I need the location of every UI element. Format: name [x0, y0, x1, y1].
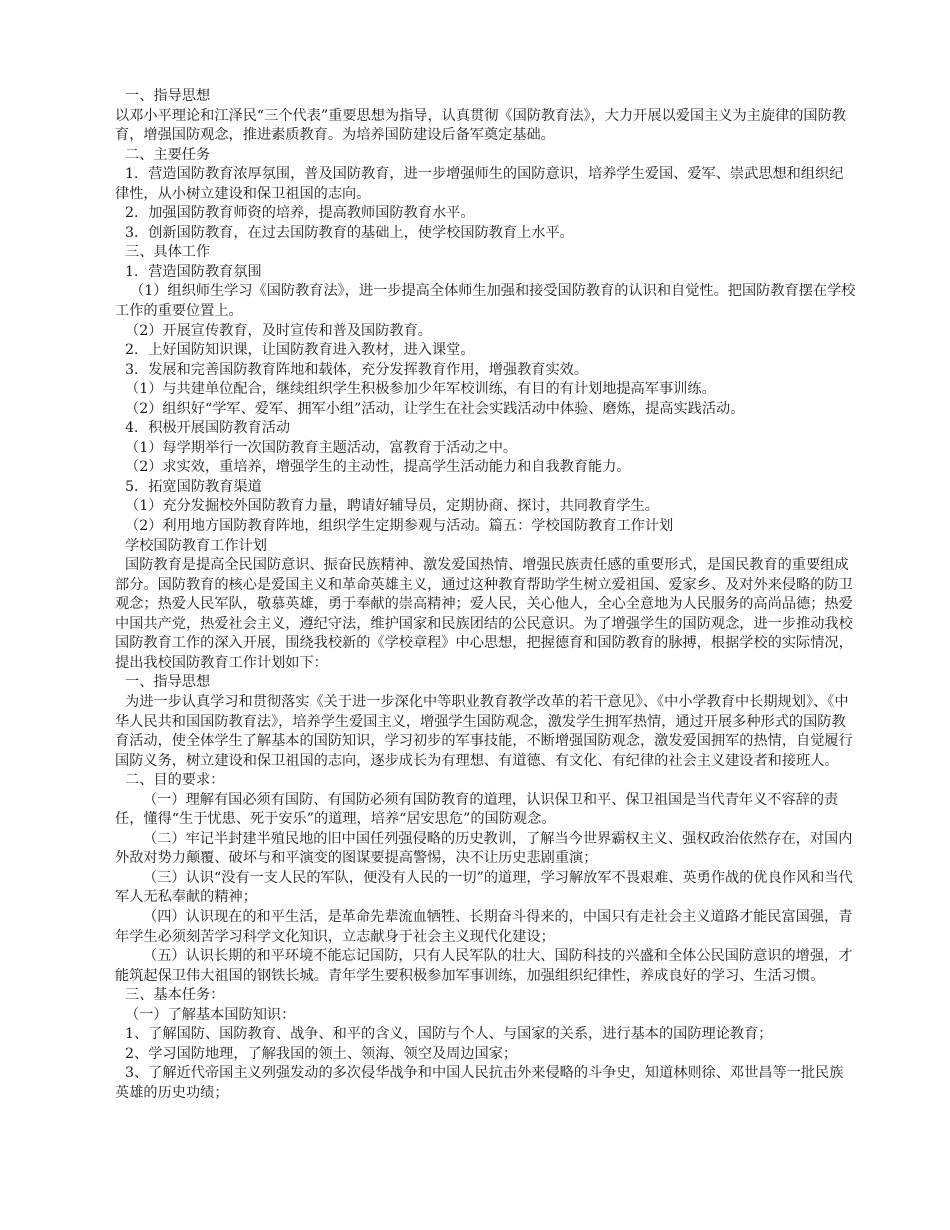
- list-item-work-4-2: （2）求实效，重培养，增强学生的主动性，提高学生活动能力和自我教育能力。: [125, 459, 631, 476]
- paragraph-guiding-thought-2: 为进一步认真学习和贯彻落实《关于进一步深化中等职业教育教学改革的若干意见》、《中小学教育中长期规划》、《中华人民共和国国防教育法》，培养学生爱国主义，增强学生国防观念，激发学生拥军热情，通过开展多种形式的国防教育活动，使全体学生了解基本的国防知识，学习初步的军事技能，不断增强国防观念，激发爱国拥军的热情，自觉履行国防义务，树立建设和保卫祖国的志向，逐步成长为有理想、有道德、有文化、有纪律的社会主义建设者和接班人。: [115, 693, 853, 769]
- list-item-work-1-2: （2）开展宣传教育，及时宣传和普及国防教育。: [125, 322, 432, 339]
- list-item-objective-5: （五）认识长期的和平环境不能忘记国防，只有人民军队的壮大、国防科技的兴盛和全体公民国防意识的增强，才能筑起保卫伟大祖国的钢铁长城。青年学生要积极参加军事训练，加强组织纪律性，养成良好的学习、生活习惯。: [115, 948, 853, 984]
- heading-guiding-thought-2: 一、指导思想: [125, 674, 211, 691]
- heading-objectives: 二、目的要求：: [125, 772, 225, 789]
- heading-basic-tasks: 三、基本任务：: [125, 987, 225, 1004]
- list-item-work-5: 5．拓宽国防教育渠道: [125, 478, 262, 495]
- list-item-basic-1-3: 3、了解近代帝国主义列强发动的多次侵华战争和中国人民抗击外来侵略的斗争史，知道林则徐、邓世昌等一批民族英雄的历史功绩；: [115, 1065, 844, 1101]
- list-item-objective-1: （一）理解有国必须有国防、有国防必须有国防教育的道理，认识保卫和平、保卫祖国是当代青年义不容辞的责任，懂得“生于忧患、死于安乐”的道理，培养“居安思危”的国防观念。: [115, 791, 839, 828]
- list-item-objective-4: （四）认识现在的和平生活，是革命先辈流血牺牲、长期奋斗得来的，中国只有走社会主义道路才能民富国强，青年学生必须刻苦学习科学文化知识，立志献身于社会主义现代化建设；: [115, 908, 853, 945]
- list-item-work-4: 4．积极开展国防教育活动: [125, 420, 291, 437]
- heading-guiding-thought: 一、指导思想: [125, 88, 211, 104]
- list-item-work-1-1: （1）组织师生学习《国防教育法》，进一步提高全体师生加强和接受国防教育的认识和自觉性。把国防教育摆在学校工作的重要位置上。: [115, 283, 856, 320]
- list-item-work-5-1: （1）充分发掘校外国防教育力量，聘请好辅导员，定期协商、探讨，共同教育学生。: [125, 498, 659, 515]
- list-item-basic-1: （一）了解基本国防知识：: [125, 1006, 296, 1023]
- paragraph-intro: 国防教育是提高全民国防意识、振奋民族精神、激发爱国热情、增强民族责任感的重要形式，是国民教育的重要组成部分。国防教育的核心是爱国主义和革命英雄主义，通过这种教育帮助学生树立爱祖国、爱家乡、及对外来侵略的防卫观念；热爱人民军队，敬慕英雄，勇于奉献的崇高精神；爱人民，关心他人，全心全意地为人民服务的高尚品德；热爱中国共产党，热爱社会主义，遵纪守法，维护国家和民族团结的公民意识。为了增强学生的国防观念，进一步推动我校国防教育工作的深入开展，围绕我校新的《学校章程》中心思想，把握德育和国防教育的脉搏，根据学校的实际情况，提出我校国防教育工作计划如下：: [115, 557, 853, 671]
- list-item-basic-1-2: 2、学习国防地理，了解我国的领土、领海、领空及周边国家；: [125, 1045, 518, 1062]
- list-item-basic-1-1: 1、了解国防、国防教育、战争、和平的含义，国防与个人、与国家的关系，进行基本的国防理论教育；: [125, 1026, 773, 1043]
- list-item-work-2: 2．上好国防知识课，让国防教育进入教材，进入课堂。: [125, 342, 475, 359]
- list-item-work-5-2: （2）利用地方国防教育阵地，组织学生定期参观与活动。篇五：学校国防教育工作计划: [125, 518, 674, 535]
- list-item-task-1: 1．营造国防教育浓厚氛围，普及国防教育，进一步增强师生的国防意识，培养学生爱国、爱军、崇武思想和组织纪律性，从小树立建设和保卫祖国的志向。: [115, 166, 844, 202]
- paragraph-guiding-thought: 以邓小平理论和江泽民“三个代表”重要思想为指导，认真贯彻《国防教育法》，大力开展以爱国主义为主旋律的国防教育，增强国防观念，推进素质教育。为培养国防建设后备军奠定基础。: [115, 107, 846, 144]
- list-item-work-4-1: （1）每学期举行一次国防教育主题活动，富教育于活动之中。: [125, 439, 518, 456]
- list-item-work-3-1: （1）与共建单位配合，继续组织学生积极参加少年军校训练，有目的有计划地提高军事训练。: [125, 381, 716, 398]
- section-title: 学校国防教育工作计划: [125, 537, 267, 554]
- list-item-work-3-2: （2）组织好“学军、爱军、拥军小组”活动，让学生在社会实践活动中体验、磨炼，提高实践活动。: [125, 400, 745, 417]
- list-item-task-3: 3．创新国防教育，在过去国防教育的基础上，使学校国防教育上水平。: [125, 224, 574, 241]
- list-item-work-3: 3．发展和完善国防教育阵地和载体，充分发挥教育作用，增强教育实效。: [125, 361, 589, 378]
- list-item-objective-2: （二）牢记半封建半殖民地的旧中国任列强侵略的历史教训，了解当今世界霸权主义、强权政治依然存在，对国内外敌对势力颠覆、破坏与和平演变的图谋要提高警惕，决不让历史悲剧重演；: [115, 830, 853, 867]
- list-item-task-2: 2．加强国防教育师资的培养，提高教师国防教育水平。: [125, 205, 475, 222]
- heading-specific-work: 三、具体工作: [125, 244, 211, 261]
- list-item-objective-3: （三）认识“没有一支人民的军队，便没有人民的一切”的道理，学习解放军不畏艰难、英勇作战的优良作风和当代军人无私奉献的精神；: [115, 869, 853, 906]
- heading-main-tasks: 二、主要任务: [125, 146, 211, 163]
- list-item-work-1: 1．营造国防教育氛围: [125, 263, 262, 280]
